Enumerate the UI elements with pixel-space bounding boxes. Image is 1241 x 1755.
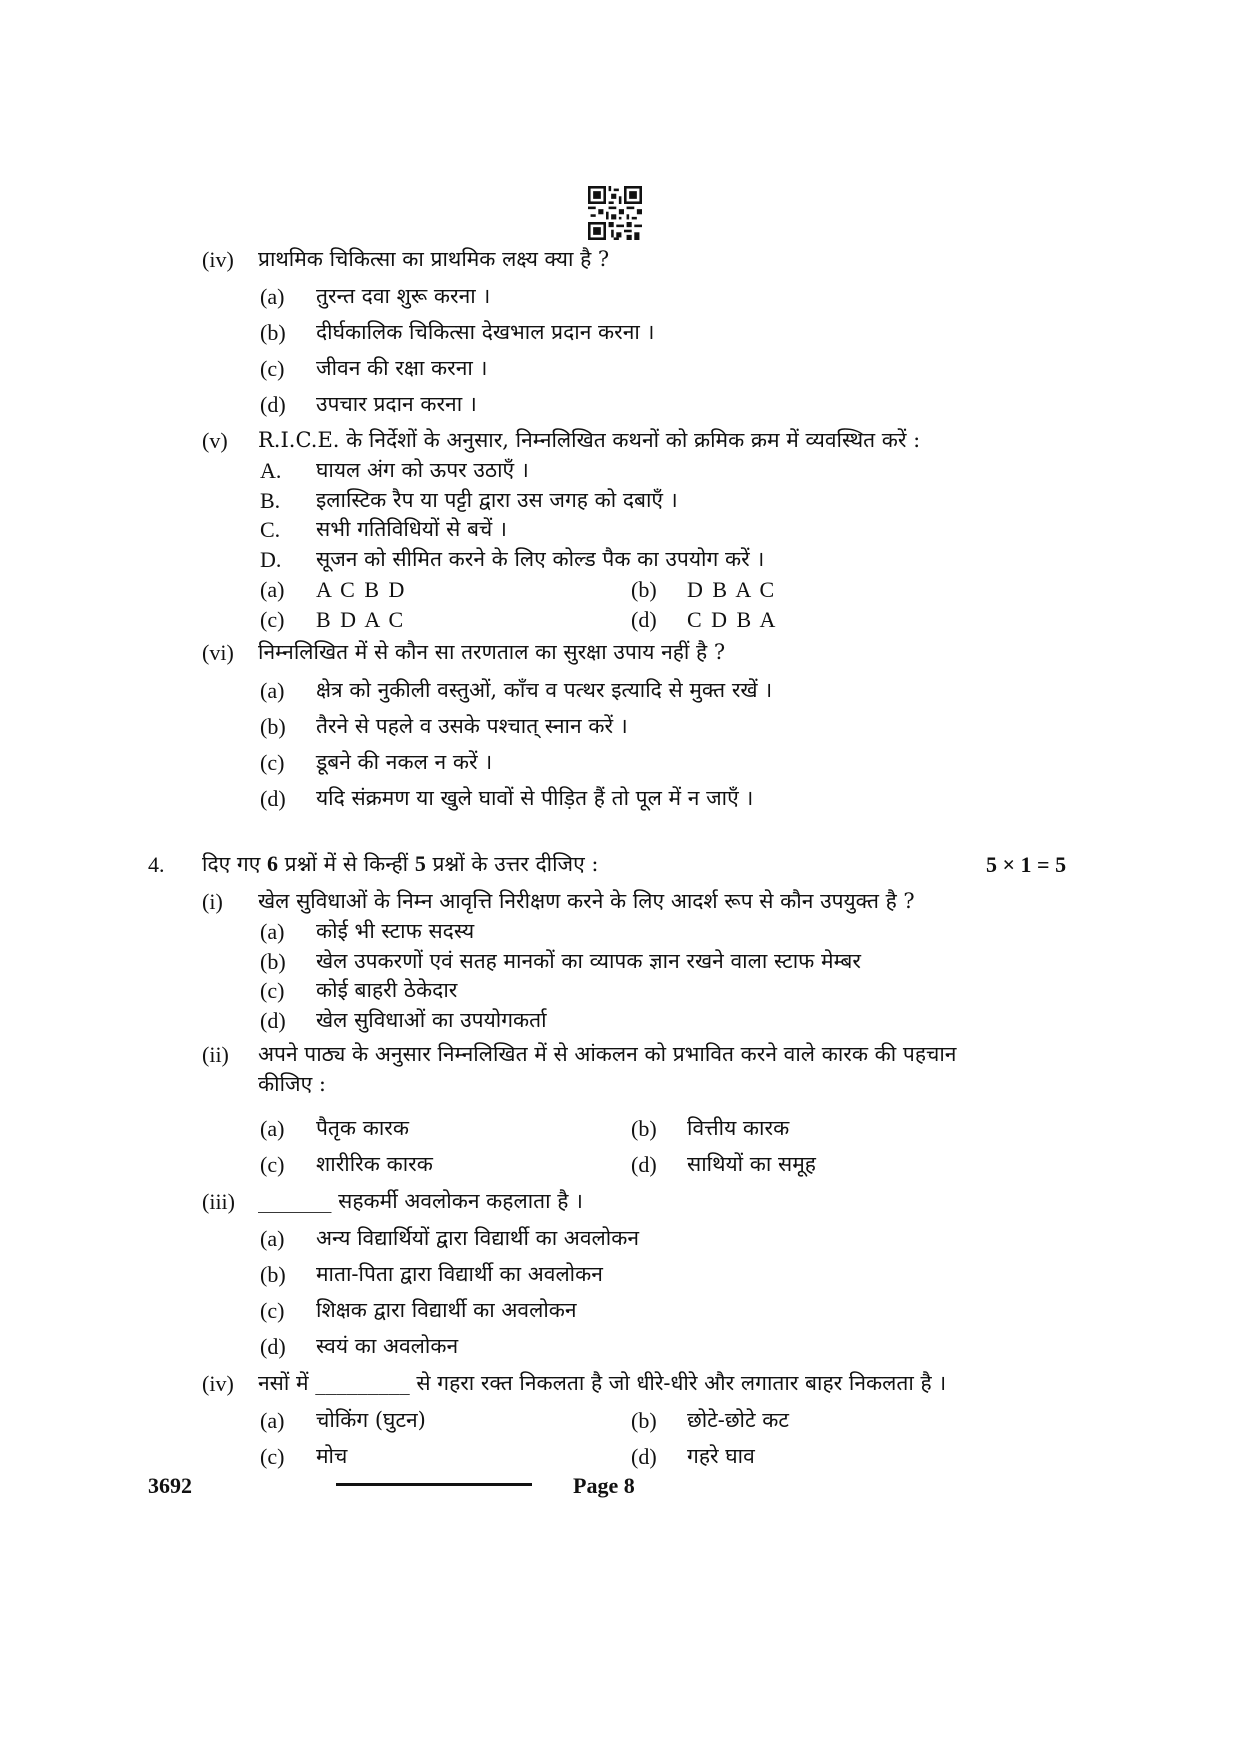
q3-v-number: (v) — [202, 428, 228, 453]
page-number: Page 8 — [573, 1473, 635, 1498]
option-label: (b) — [631, 1408, 657, 1433]
q4-iii-question: _______ सहकर्मी अवलोकन कहलाता है । — [258, 1189, 584, 1213]
option-text: पैतृक कारक — [316, 1116, 409, 1140]
option-text: तुरन्त दवा शुरू करना । — [316, 284, 491, 308]
option-label: (a) — [260, 284, 285, 309]
option-text: स्वयं का अवलोकन — [316, 1334, 459, 1358]
option-label: (b) — [260, 714, 286, 739]
option-label: (a) — [260, 1226, 285, 1251]
q4-iii-number: (iii) — [202, 1189, 235, 1214]
option-text: उपचार प्रदान करना । — [316, 392, 477, 416]
option-text: डूबने की नकल न करें । — [316, 750, 493, 774]
option-label: (d) — [631, 607, 657, 632]
option-label: (c) — [260, 356, 285, 381]
option-text: खेल सुविधाओं का उपयोगकर्ता — [316, 1008, 547, 1032]
option-label: (a) — [260, 1116, 285, 1141]
q3-iv-number: (iv) — [202, 247, 234, 272]
option-label: (c) — [260, 607, 285, 632]
option-label: (b) — [631, 1116, 657, 1141]
option-text: दीर्घकालिक चिकित्सा देखभाल प्रदान करना । — [316, 320, 655, 344]
option-label: (d) — [260, 1334, 286, 1359]
q4-iv-number: (iv) — [202, 1371, 234, 1396]
statement-text: सूजन को सीमित करने के लिए कोल्ड पैक का उपयोग करें । — [316, 547, 765, 571]
option-text: अन्य विद्यार्थियों द्वारा विद्यार्थी का अवलोकन — [316, 1226, 639, 1250]
option-label: (c) — [260, 750, 285, 775]
option-label: (a) — [260, 919, 285, 944]
option-text: साथियों का समूह — [687, 1152, 816, 1176]
statement-text: सभी गतिविधियों से बचें । — [316, 517, 507, 541]
option-text: B D A C — [316, 607, 406, 632]
option-label: (b) — [631, 577, 657, 602]
option-label: (d) — [631, 1152, 657, 1177]
statement-label: A. — [260, 458, 282, 483]
statement-label: B. — [260, 488, 281, 513]
option-text: C D B A — [687, 607, 778, 632]
statement-text: इलास्टिक रैप या पट्टी द्वारा उस जगह को दबाएँ । — [316, 488, 678, 512]
statement-label: D. — [260, 547, 282, 572]
q4-instruction: दिए गए 6 प्रश्नों में से किन्हीं 5 प्रश्नों के उत्तर दीजिए : — [202, 851, 599, 876]
option-text: मोच — [316, 1444, 348, 1468]
option-label: (d) — [260, 392, 286, 417]
option-text: तैरने से पहले व उसके पश्चात् स्नान करें । — [316, 714, 628, 738]
q4-number: 4. — [148, 852, 165, 877]
q4-marks: 5 × 1 = 5 — [986, 852, 1067, 877]
q4-iv-question: नसों में _________ से गहरा रक्त निकलता है जो धीरे-धीरे और लगातार बाहर निकलता है । — [258, 1371, 947, 1395]
statement-label: C. — [260, 517, 281, 542]
option-text: जीवन की रक्षा करना । — [316, 356, 488, 380]
option-text: कोई भी स्टाफ सदस्य — [316, 919, 475, 943]
statement-text: घायल अंग को ऊपर उठाएँ । — [316, 458, 529, 482]
option-label: (d) — [631, 1444, 657, 1469]
option-text: क्षेत्र को नुकीली वस्तुओं, काँच व पत्थर इत्यादि से मुक्त रखें । — [316, 678, 773, 702]
option-label: (d) — [260, 786, 286, 811]
q4-i-question: खेल सुविधाओं के निम्न आवृत्ति निरीक्षण करने के लिए आदर्श रूप से कौन उपयुक्त है ? — [258, 889, 915, 913]
option-text: कोई बाहरी ठेकेदार — [316, 978, 458, 1002]
option-label: (b) — [260, 320, 286, 345]
option-text: छोटे-छोटे कट — [687, 1408, 789, 1432]
option-text: चोकिंग (घुटन) — [316, 1408, 426, 1432]
q3-vi-number: (vi) — [202, 640, 234, 665]
q4-ii-question: अपने पाठ्य के अनुसार निम्नलिखित में से आंकलन को प्रभावित करने वाले कारक की पहचान — [258, 1042, 957, 1066]
option-text: वित्तीय कारक — [687, 1116, 790, 1140]
option-label: (a) — [260, 678, 285, 703]
option-text: A C B D — [316, 577, 407, 602]
qr-code-icon — [588, 186, 642, 240]
option-label: (b) — [260, 1262, 286, 1287]
paper-code: 3692 — [148, 1473, 192, 1498]
q3-vi-question: निम्नलिखित में से कौन सा तरणताल का सुरक्षा उपाय नहीं है ? — [258, 640, 726, 664]
option-text: शिक्षक द्वारा विद्यार्थी का अवलोकन — [316, 1298, 577, 1322]
option-text: खेल उपकरणों एवं सतह मानकों का व्यापक ज्ञान रखने वाला स्टाफ मेम्बर — [316, 949, 861, 973]
option-label: (c) — [260, 1444, 285, 1469]
q3-iv-question: प्राथमिक चिकित्सा का प्राथमिक लक्ष्य क्या है ? — [258, 247, 610, 271]
option-label: (d) — [260, 1008, 286, 1033]
option-label: (b) — [260, 949, 286, 974]
option-text: माता-पिता द्वारा विद्यार्थी का अवलोकन — [316, 1262, 603, 1286]
q4-i-number: (i) — [202, 889, 223, 914]
option-label: (c) — [260, 978, 285, 1003]
option-text: यदि संक्रमण या खुले घावों से पीड़ित हैं तो पूल में न जाएँ । — [316, 786, 754, 810]
option-text: शारीरिक कारक — [316, 1152, 433, 1176]
option-label: (c) — [260, 1152, 285, 1177]
option-label: (a) — [260, 577, 285, 602]
option-label: (c) — [260, 1298, 285, 1323]
footer-divider — [336, 1483, 532, 1486]
option-label: (a) — [260, 1408, 285, 1433]
q4-ii-number: (ii) — [202, 1042, 229, 1067]
q3-v-question: R.I.C.E. के निर्देशों के अनुसार, निम्नलिखित कथनों को क्रमिक क्रम में व्यवस्थित करें : — [258, 428, 921, 452]
option-text: D B A C — [687, 577, 777, 602]
q4-ii-question-cont: कीजिए : — [258, 1072, 326, 1096]
option-text: गहरे घाव — [687, 1444, 755, 1468]
